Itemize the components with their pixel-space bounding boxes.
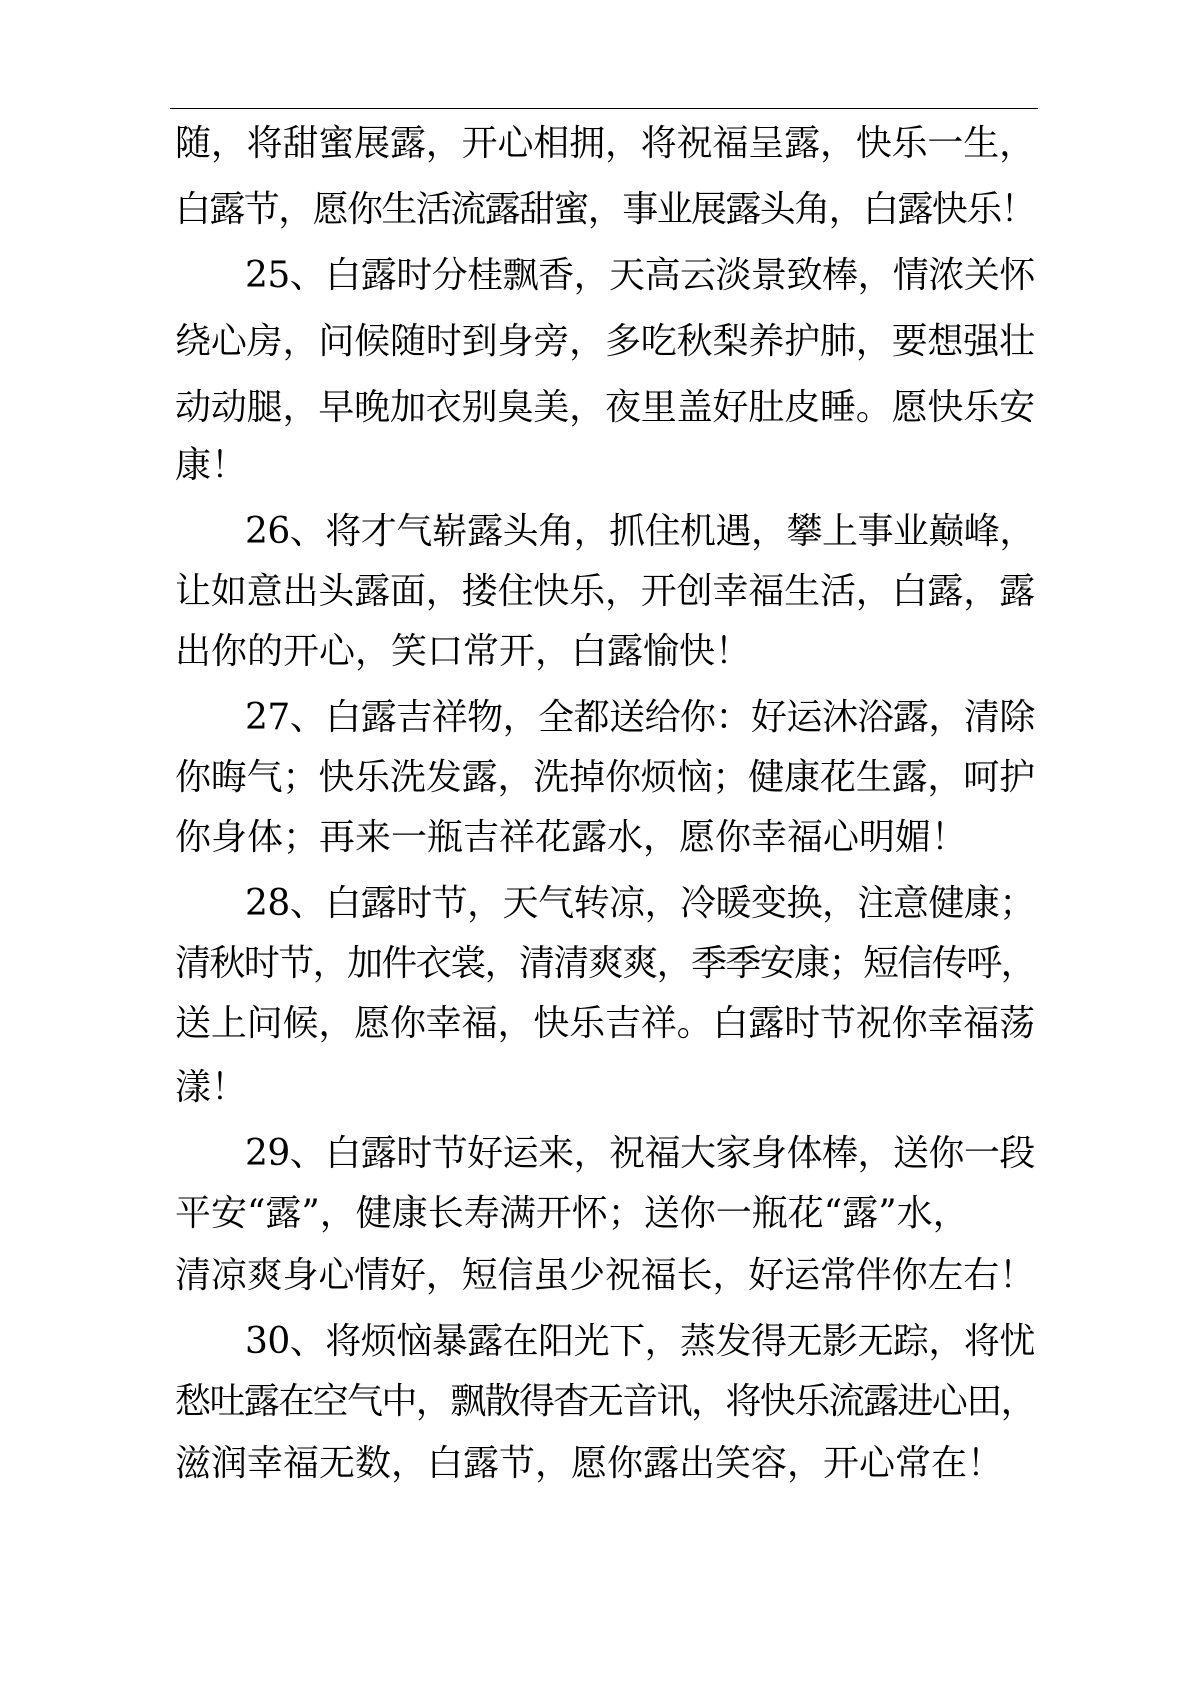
paragraph-line: 让如意出头露面，搂住快乐，开创幸福生活，白露，露 xyxy=(175,571,1035,612)
paragraph-line: 你晦气；快乐洗发露，洗掉你烦恼；健康花生露，呵护 xyxy=(175,757,1035,798)
paragraph-line: 27、白露吉祥物，全都送给你：好运沐浴露，清除 xyxy=(245,697,1035,738)
paragraph-line: 滋润幸福无数，白露节，愿你露出笑容，开心常在！ xyxy=(175,1443,1004,1484)
paragraph-line: 29、白露时节好运来，祝福大家身体棒，送你一段 xyxy=(245,1133,1035,1174)
paragraph-line: 愁吐露在空气中，飘散得杳无音讯，将快乐流露进心田， xyxy=(175,1381,1036,1422)
paragraph-line: 25、白露时分桂飘香，天高云淡景致棒，情浓关怀 xyxy=(245,255,1035,296)
header-rule xyxy=(170,108,1038,109)
paragraph-line: 清凉爽身心情好，短信虽少祝福长，好运常伴你左右！ xyxy=(175,1255,1035,1296)
paragraph-line: 28、白露时节，天气转凉，冷暖变换，注意健康； xyxy=(245,883,1035,924)
paragraph-line: 动动腿，早晚加衣别臭美，夜里盖好肚皮睡。愿快乐安 xyxy=(175,387,1035,428)
paragraph-line: 出你的开心，笑口常开，白露愉快！ xyxy=(175,631,752,672)
paragraph-line: 白露节，愿你生活流露甜蜜，事业展露头角，白露快乐！ xyxy=(175,189,1036,230)
paragraph-line: 漾！ xyxy=(175,1067,248,1108)
paragraph-line: 绕心房，问候随时到身旁，多吃秋梨养护肺，要想强壮 xyxy=(175,321,1035,362)
paragraph-line: 送上问候，愿你幸福，快乐吉祥。白露时节祝你幸福荡 xyxy=(175,1003,1035,1044)
paragraph-line: 平安“露”，健康长寿满开怀；送你一瓶花“露”水， xyxy=(175,1193,969,1234)
paragraph-line: 康！ xyxy=(175,445,248,486)
paragraph-line: 30、将烦恼暴露在阳光下，蒸发得无影无踪，将忧 xyxy=(245,1321,1035,1362)
paragraph-line: 你身体；再来一瓶吉祥花露水，愿你幸福心明媚！ xyxy=(175,817,968,858)
paragraph-line: 随，将甜蜜展露，开心相拥，将祝福呈露，快乐一生， xyxy=(175,123,1035,164)
paragraph-line: 清秋时节，加件衣裳，清清爽爽，季季安康；短信传呼， xyxy=(175,943,1036,984)
paragraph-line: 26、将才气崭露头角，抓住机遇，攀上事业巅峰， xyxy=(245,511,1035,552)
